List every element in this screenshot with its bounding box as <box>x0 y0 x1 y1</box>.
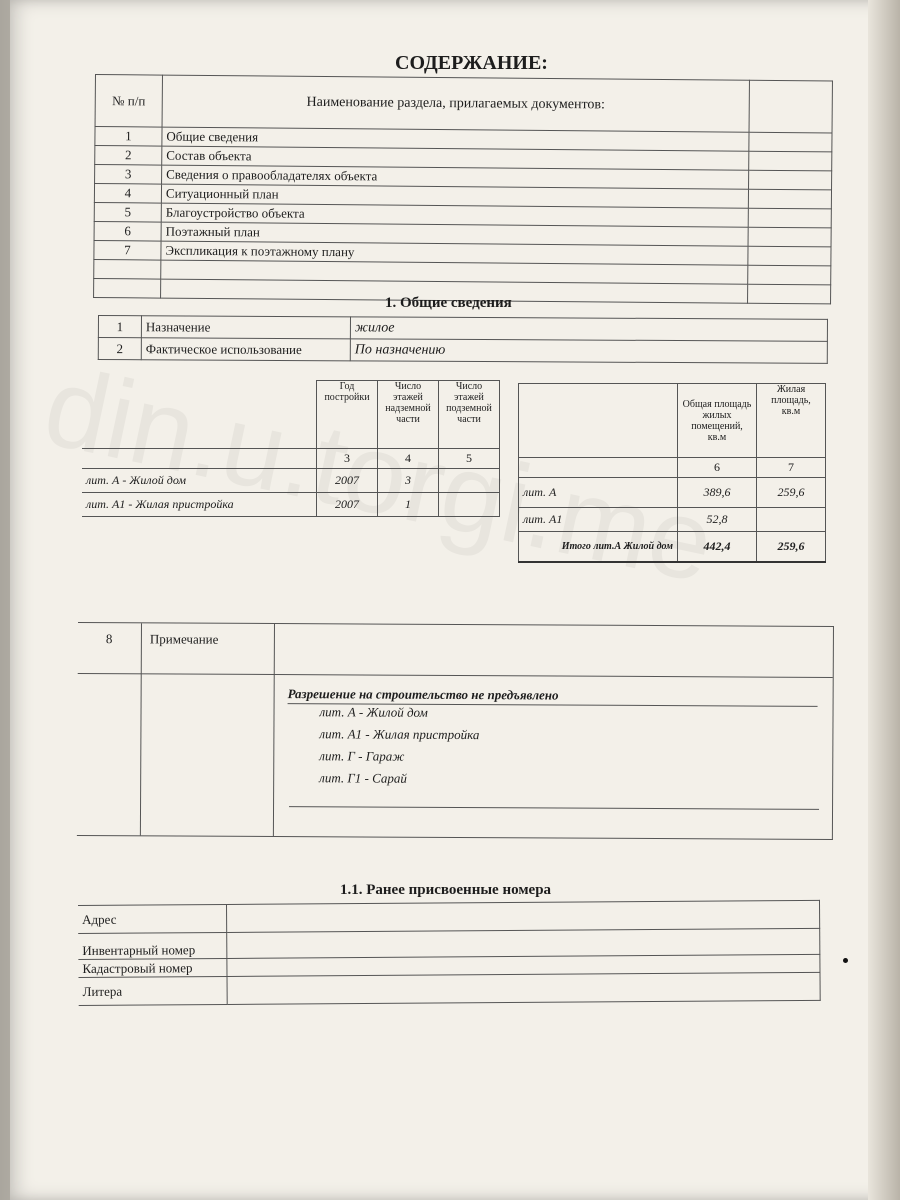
building-floors-below <box>439 469 500 493</box>
contents-name: Состав объекта <box>162 146 749 170</box>
contents-name: Экспликация к поэтажному плану <box>161 241 748 265</box>
col-num: 6 <box>678 458 757 478</box>
contents-name: Ситуационный план <box>161 184 748 208</box>
area-total: 389,6 <box>678 478 757 508</box>
prev-label: Литера <box>79 976 228 1005</box>
contents-name: Сведения о правообладателях объекта <box>162 165 749 189</box>
header-total-area: Общая площадь жилых помещений, кв.м <box>678 384 757 458</box>
header-living-area: Жилая площадь, кв.м <box>757 384 826 458</box>
area-total-name: Итого лит.А Жилой дом <box>519 532 678 562</box>
prev-numbers-title: 1.1. Ранее присвоенные номера <box>340 882 552 898</box>
area-total-sum: 442,4 <box>678 532 757 562</box>
remark-num: 8 <box>105 631 113 647</box>
contents-col-name: Наименование раздела, прилагаемых документов: <box>162 75 749 132</box>
remark-line: лит. А1 - Жилая пристройка <box>319 726 480 743</box>
general-label: Фактическое использование <box>141 338 350 361</box>
col-num: 5 <box>439 449 500 469</box>
col-num: 4 <box>378 449 439 469</box>
area-living-sum: 259,6 <box>757 532 826 562</box>
header-floors-below: Число этажей подземной части <box>439 381 500 449</box>
area-total: 52,8 <box>678 508 757 532</box>
prev-numbers-table <box>78 900 821 1006</box>
prev-label: Кадастровый номер <box>78 958 227 977</box>
contents-col-num: № п/п <box>95 75 162 128</box>
area-living: 259,6 <box>757 478 826 508</box>
remark-label: Примечание <box>149 631 219 647</box>
building-name: лит. А - Жилой дом <box>82 469 317 493</box>
areas-table <box>518 383 826 563</box>
area-name: лит. А <box>519 478 678 508</box>
general-num: 2 <box>98 338 141 360</box>
header-floors-above: Число этажей надземной части <box>378 381 439 449</box>
remark-divider <box>78 673 833 678</box>
general-value: жилое <box>350 317 827 341</box>
remark-block <box>77 622 834 840</box>
remark-heading: Разрешение на строительство не предъявлено <box>288 686 818 707</box>
prev-label: Адрес <box>78 904 227 933</box>
general-title: 1. Общие сведения <box>385 295 512 311</box>
contents-col-extra <box>749 80 832 133</box>
contents-name: Благоустройство объекта <box>161 203 748 227</box>
contents-num: 2 <box>95 146 162 166</box>
remark-line: лит. Г1 - Сарай <box>319 770 407 786</box>
general-value: По назначению <box>350 339 827 363</box>
prev-value <box>226 900 819 932</box>
ink-dot <box>843 958 848 963</box>
building-floors-below <box>439 493 500 517</box>
contents-name: Поэтажный план <box>161 222 748 246</box>
remark-underline <box>289 806 819 810</box>
contents-table <box>93 74 833 304</box>
building-year: 2007 <box>317 469 378 493</box>
contents-num: 7 <box>94 240 161 260</box>
col-num: 3 <box>317 449 378 469</box>
contents-num: 3 <box>95 165 162 185</box>
page-edge <box>868 0 900 1200</box>
header-year: Год постройки <box>317 381 378 449</box>
building-floors-above: 1 <box>378 493 439 517</box>
remark-line: лит. А - Жилой дом <box>319 704 428 720</box>
prev-label: Инвентарный номер <box>78 932 227 959</box>
contents-num: 1 <box>95 127 162 147</box>
area-living <box>757 508 826 532</box>
contents-num: 6 <box>94 221 161 241</box>
contents-num: 4 <box>94 184 161 204</box>
building-year: 2007 <box>317 493 378 517</box>
contents-name: Общие сведения <box>162 127 749 151</box>
contents-title: СОДЕРЖАНИЕ: <box>395 52 548 74</box>
building-name: лит. А1 - Жилая пристройка <box>82 493 317 517</box>
remark-line: лит. Г - Гараж <box>319 748 405 764</box>
buildings-table <box>82 380 500 517</box>
area-name: лит. А1 <box>519 508 678 532</box>
prev-value <box>227 972 820 1004</box>
general-table <box>98 315 828 364</box>
contents-num: 5 <box>94 202 161 222</box>
remark-col-line <box>140 623 142 835</box>
building-floors-above: 3 <box>378 469 439 493</box>
general-label: Назначение <box>141 316 350 339</box>
remark-col-line <box>273 624 275 836</box>
general-num: 1 <box>98 316 141 338</box>
col-num: 7 <box>757 458 826 478</box>
